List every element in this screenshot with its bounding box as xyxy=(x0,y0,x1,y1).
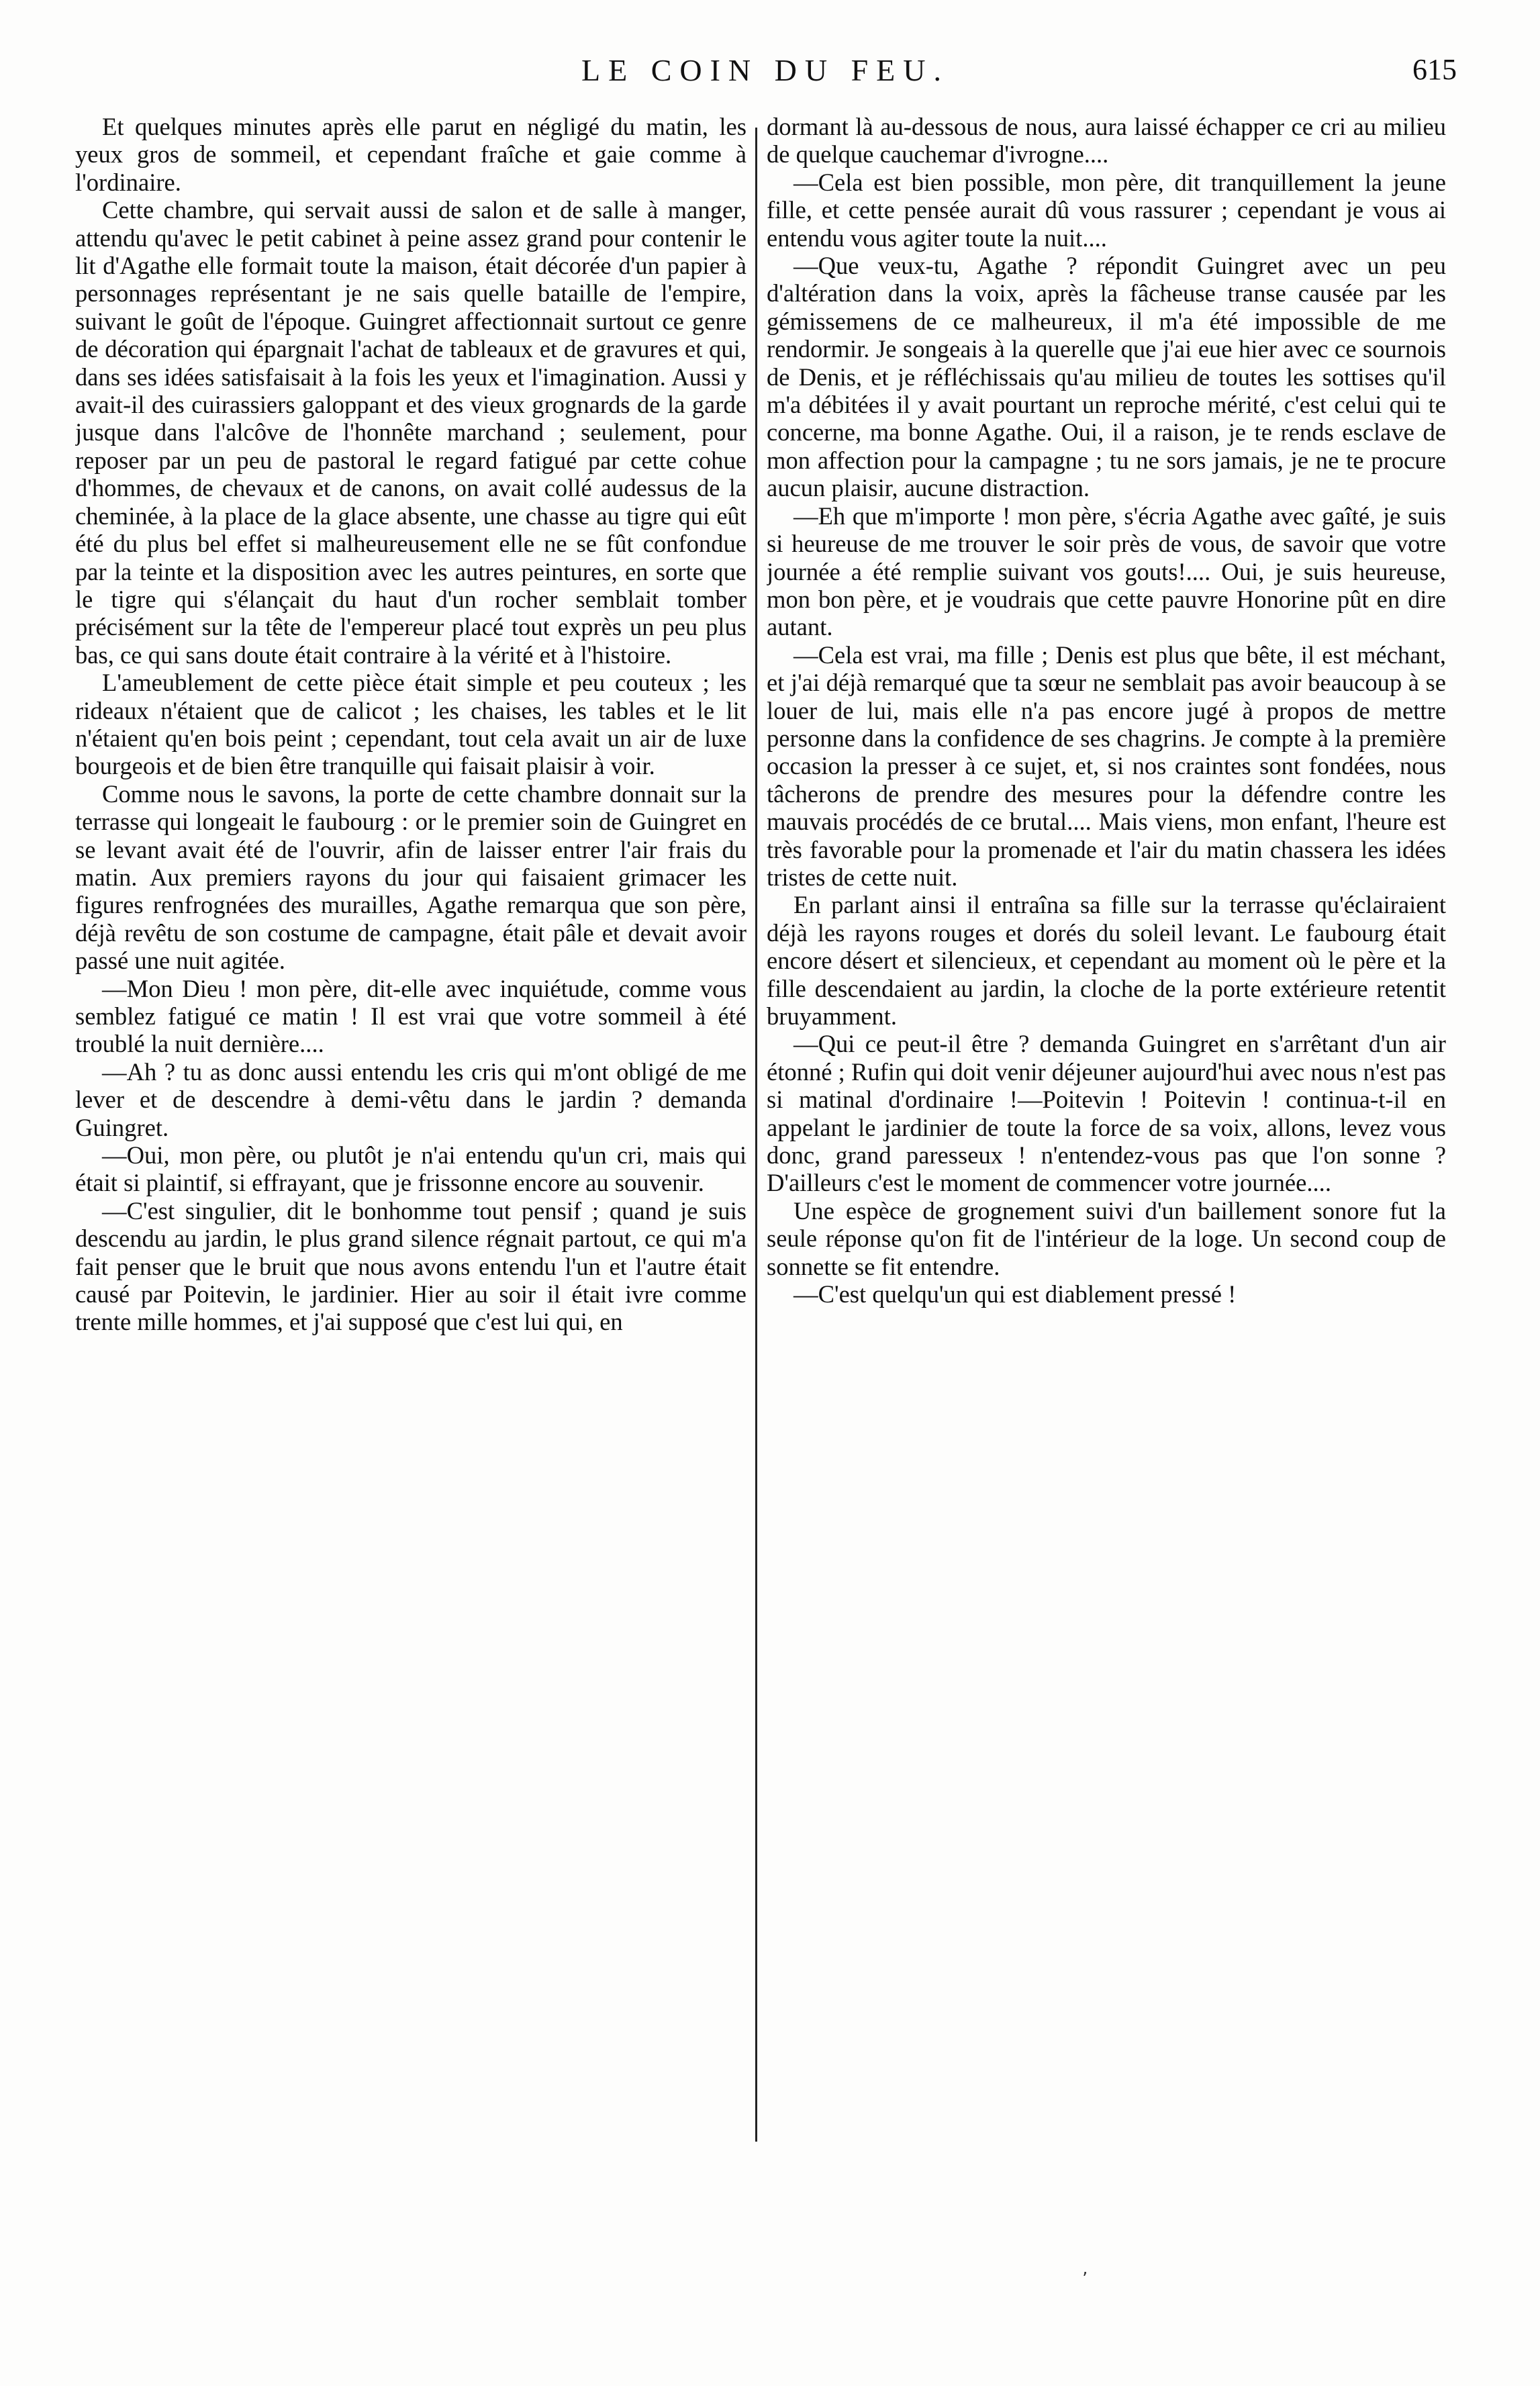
paragraph: Une espèce de grognement suivi d'un baillement sonore fut la seule réponse qu'on fit de l'intérieur de la loge. Un second coup de sonnette se fit entendre. xyxy=(767,1196,1446,1280)
column-divider xyxy=(755,128,757,2142)
paragraph: —Mon Dieu ! mon père, dit-elle avec inquiétude, comme vous semblez fatigué ce matin ! Il est vrai que votre sommeil à été troublé la nuit dernière.... xyxy=(75,974,747,1058)
paragraph: —Qui ce peut-il être ? demanda Guingret en s'arrêtant d'un air étonné ; Rufin qui doit venir déjeuner aujourd'hui avec nous n'est pas si matinal d'ordinaire !—Poitevin ! Poitevin ! continua-t-il en appelant le jardinier de toute la force de sa voix, allons, levez vous donc, grand paresseux ! n'entendez-vous pas que l'on sonne ? D'ailleurs c'est le moment de commencer votre journée.... xyxy=(767,1030,1446,1197)
paragraph: —Ah ? tu as donc aussi entendu les cris qui m'ont obligé de me lever et de descendre à demi-vêtu dans le jardin ? demanda Guingret. xyxy=(75,1057,747,1141)
stray-mark: ʼ xyxy=(1082,2269,1088,2289)
paragraph: En parlant ainsi il entraîna sa fille sur la terrasse qu'éclairaient déjà les rayons rouges et dorés du soleil levant. Le faubourg était encore désert et silencieux, et cependant au moment où le père et la fille descendaient au jardin, la cloche de la porte extérieure retentit bruyamment. xyxy=(767,891,1446,1030)
paragraph: Cette chambre, qui servait aussi de salon et de salle à manger, attendu qu'avec le petit cabinet à peine assez grand pour contenir le lit d'Agathe elle formait toute la maison, était décorée d'un papier à personnages représentant je ne sais quelle bataille de l'empire, suivant le goût de l'époque. Guingret affectionnait surtout ce genre de décoration qui épargnait l'achat de tableaux et de gravures et qui, dans ses idées satisfaisait à la fois les yeux et l'imagination. Aussi y avait-il des cuirassiers galoppant et des vieux grognards de la garde jusque dans l'alcôve de l'honnête marchand ; seulement, pour reposer par un peu de pastoral le regard fatigué par cette cohue d'hommes, de chevaux et de canons, on avait collé audessus de la cheminée, à la place de la glace absente, une chasse au tigre qui eût été du plus bel effet si malheureusement elle ne se fût confondue par la teinte et la disposition avec les autres peintures, en sorte que le tigre qui s'élançait du haut d'un rocher semblait tomber précisément sur la tête de l'empereur placé tout exprès un peu plus bas, ce qui sans doute était contraire à la vérité et à l'histoire. xyxy=(75,196,747,669)
running-title: LE COIN DU FEU. xyxy=(581,53,949,87)
paragraph: —C'est quelqu'un qui est diablement pressé ! xyxy=(793,1280,1237,1308)
paragraph: L'ameublement de cette pièce était simple et peu couteux ; les rideaux n'étaient que de calicot ; les chaises, les tables et le lit n'étaient qu'en bois peint ; cependant, tout cela avait un air de luxe bourgeois et de bien être tranquille qui faisait plaisir à voir. xyxy=(75,669,747,780)
paragraph: dormant là au-dessous de nous, aura laissé échapper ce cri au milieu de quelque cauchemar d'ivrogne.... xyxy=(767,113,1446,169)
paragraph: —Cela est vrai, ma fille ; Denis est plus que bête, il est méchant, et j'ai déjà remarqué que ta sœur ne semblait pas avoir beaucoup à se louer de lui, mais elle n'a pas encore jugé à propos de mettre personne dans la confidence de ses chagrins. Je compte à la première occasion la presser à ce sujet, et, si nos craintes sont fondées, nous tâcherons de prendre des mesures pour la défendre contre les mauvais procédés de ce brutal.... Mais viens, mon enfant, l'heure est très favorable pour la promenade et l'air du matin chassera les idées tristes de cette nuit. xyxy=(767,640,1446,891)
paragraph: —Que veux-tu, Agathe ? répondit Guingret avec un peu d'altération dans la voix, après la fâcheuse transe causée par les gémissemens de ce malheureux, il m'a été impossible de me rendormir. Je songeais à la querelle que j'ai eue hier avec ce sournois de Denis, et je réfléchissais qu'au milieu de toutes les sottises qu'il m'a débitées il y avait pourtant un reproche mérité, c'est celui qui te concerne, ma bonne Agathe. Oui, il a raison, je te rends esclave de mon affection pour la campagne ; tu ne sors jamais, je ne te procure aucun plaisir, aucune distraction. xyxy=(767,252,1446,502)
paragraph: Et quelques minutes après elle parut en négligé du matin, les yeux gros de sommeil, et cependant fraîche et gaie comme à l'ordinaire. xyxy=(75,113,747,196)
paragraph: —Eh que m'importe ! mon père, s'écria Agathe avec gaîté, je suis si heureuse de me trouver le soir près de vous, de savoir que votre journée a été remplie suivant vos gouts!.... Oui, je suis heureuse, mon bon père, et je voudrais que cette pauvre Honorine pût en dire autant. xyxy=(767,502,1446,641)
paragraph: Comme nous le savons, la porte de cette chambre donnait sur la terrasse qui longeait le faubourg : or le premier soin de Guingret en se levant avait été de l'ouvrir, afin de laisser entrer l'air frais du matin. Aux premiers rayons du jour qui faisaient grimacer les figures renfrognées des murailles, Agathe remarqua que son père, déjà revêtu de son costume de campagne, était pâle et devait avoir passé une nuit agitée. xyxy=(75,779,747,975)
left-text-column xyxy=(75,113,747,2315)
page-number: 615 xyxy=(1412,53,1457,86)
paragraph: —Cela est bien possible, mon père, dit tranquillement la jeune fille, et cette pensée aurait dû vous rassurer ; cependant je vous ai entendu vous agiter toute la nuit.... xyxy=(767,168,1446,252)
paragraph: —Oui, mon père, ou plutôt je n'ai entendu qu'un cri, mais qui était si plaintif, si effrayant, que je frissonne encore au souvenir. xyxy=(75,1141,747,1197)
paragraph: —C'est singulier, dit le bonhomme tout pensif ; quand je suis descendu au jardin, le plus grand silence régnait partout, ce qui m'a fait penser que le bruit que nous avons entendu l'un et l'autre était causé par Poitevin, le jardinier. Hier au soir il était ivre comme trente mille hommes, et j'ai supposé que c'est lui qui, en xyxy=(75,1196,747,1336)
right-text-column xyxy=(767,113,1446,2315)
running-header xyxy=(74,52,1457,99)
